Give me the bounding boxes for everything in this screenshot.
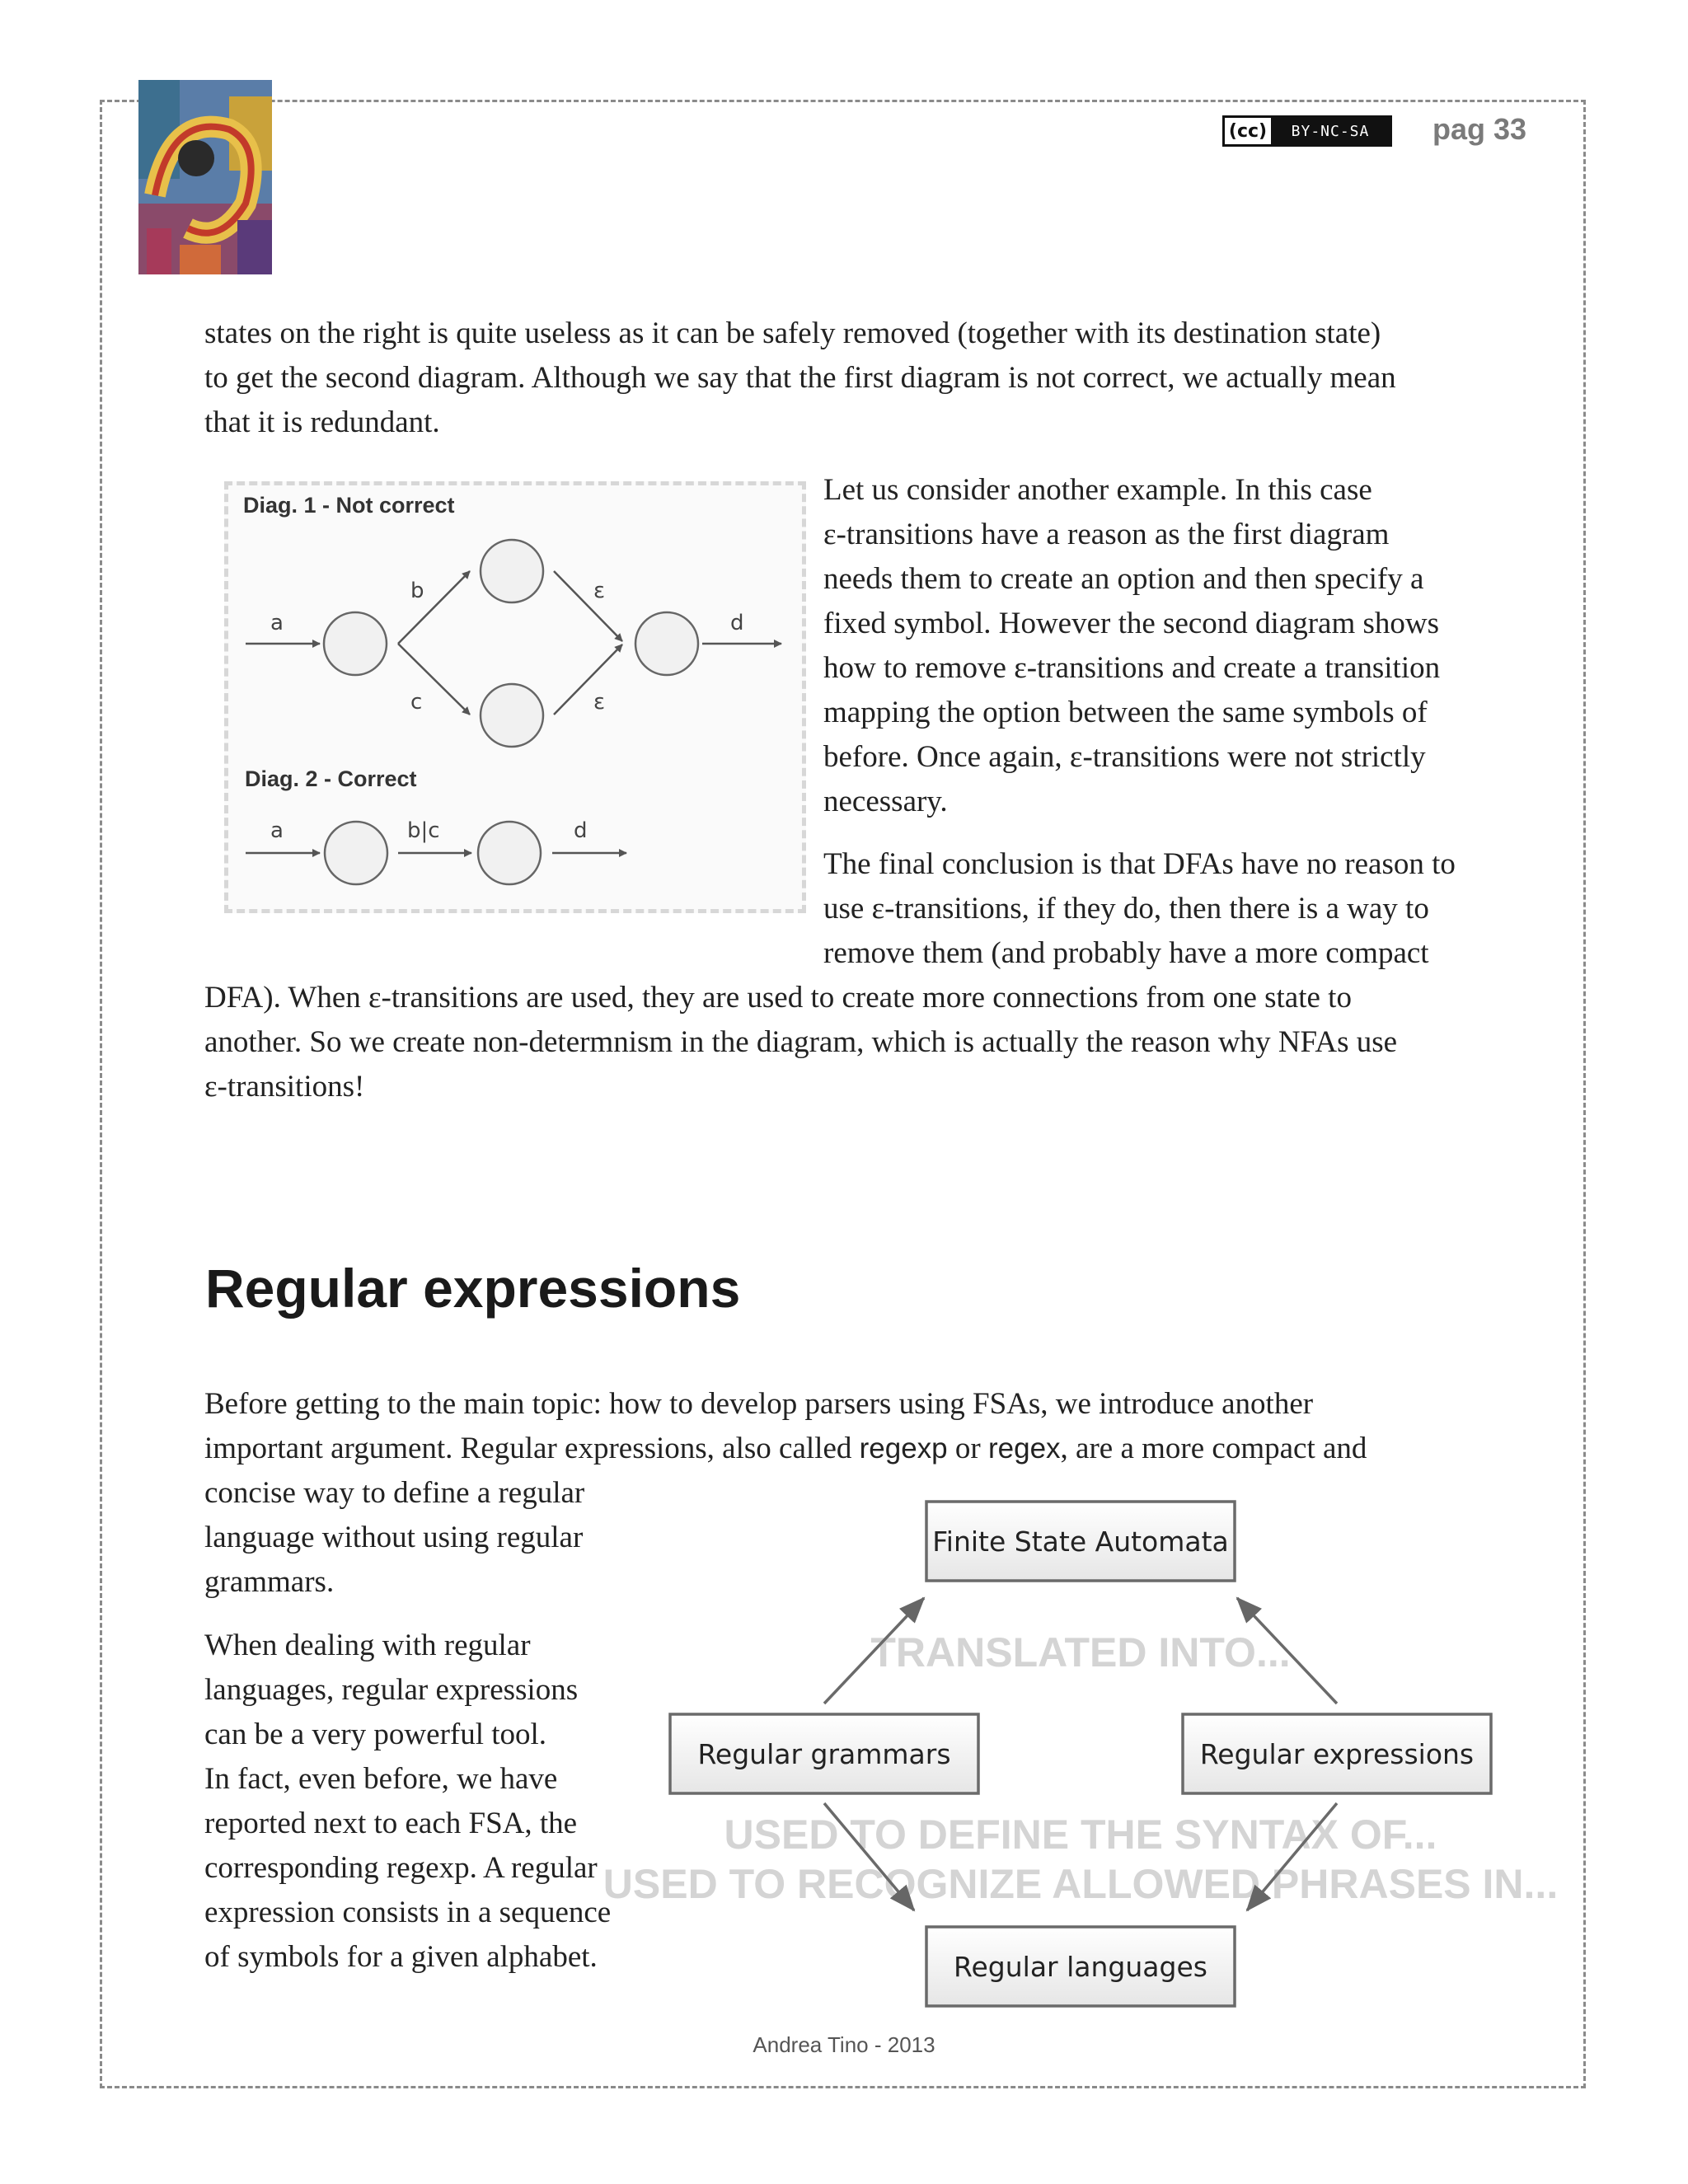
label-a2: a xyxy=(270,818,284,843)
text-line: corresponding regexp. A regular xyxy=(204,1851,598,1885)
watermark-recognize: USED TO RECOGNIZE ALLOWED PHRASES IN... xyxy=(603,1861,1559,1907)
page-number: pag 33 xyxy=(1432,112,1527,146)
text-line: use ε-transitions, if they do, then there is a way to xyxy=(823,892,1429,926)
text-line: Before getting to the main topic: how to develop parsers using FSAs, we introduce another xyxy=(204,1387,1314,1421)
text-line: necessary. xyxy=(823,785,948,818)
label-d: d xyxy=(730,611,744,635)
cc-icon: (cc) xyxy=(1228,120,1268,142)
text-line: language without using regular xyxy=(204,1521,584,1554)
text-line: to get the second diagram. Although we say that the first diagram is not correct, we actually mean xyxy=(204,361,1396,395)
code-regexp: regexp xyxy=(859,1432,948,1465)
text-line: how to remove ε-transitions and create a transition xyxy=(823,651,1441,685)
label-d2: d xyxy=(574,818,588,843)
text-line: can be a very powerful tool. xyxy=(204,1718,547,1751)
text-line: remove them (and probably have a more compact xyxy=(823,936,1429,970)
watermark-translated: TRANSLATED INTO... xyxy=(870,1629,1291,1675)
box-bottom-label: Regular languages xyxy=(954,1951,1207,1983)
label-bc: b|c xyxy=(407,818,440,843)
label-c: c xyxy=(410,690,423,715)
text-line: languages, regular expressions xyxy=(204,1673,579,1707)
text-line: states on the right is quite useless as it can be safely removed (together with its destination state) xyxy=(204,316,1381,350)
text-fragment: important argument. Regular expressions, also called xyxy=(204,1432,860,1465)
text-line: before. Once again, ε-transitions were not strictly xyxy=(823,740,1426,774)
text-line: concise way to define a regular xyxy=(204,1476,585,1510)
text-fragment: , are a more compact and xyxy=(1060,1432,1367,1465)
text-line: another. So we create non-determnism in the diagram, which is actually the reason why NFAs use xyxy=(204,1025,1398,1059)
box-left-label: Regular grammars xyxy=(697,1738,951,1770)
code-regex: regex xyxy=(987,1432,1061,1465)
label-a: a xyxy=(270,611,284,635)
text-line: expression consists in a sequence xyxy=(204,1896,612,1929)
diagram1-title: Diag. 1 - Not correct xyxy=(243,493,455,518)
label-b: b xyxy=(410,579,424,603)
section-title: Regular expressions xyxy=(205,1258,741,1319)
text-line: reported next to each FSA, the xyxy=(204,1807,578,1840)
text-line: mapping the option between the same symbols of xyxy=(823,696,1428,729)
text-line: needs them to create an option and then specify a xyxy=(823,562,1424,596)
text-line: Let us consider another example. In this case xyxy=(823,473,1372,507)
text-line: ε-transitions have a reason as the first diagram xyxy=(823,518,1390,551)
label-eps-top: ε xyxy=(593,579,606,603)
text-line: DFA). When ε-transitions are used, they are used to create more connections from one state to xyxy=(204,981,1352,1015)
footer-author: Andrea Tino - 2013 xyxy=(753,2032,935,2057)
license-terms: BY-NC-SA xyxy=(1271,118,1390,144)
box-top-label: Finite State Automata xyxy=(932,1526,1229,1558)
text-line: grammars. xyxy=(204,1565,335,1599)
text-line: of symbols for a given alphabet. xyxy=(204,1940,598,1974)
text-line: In fact, even before, we have xyxy=(204,1762,558,1796)
diagram2-title: Diag. 2 - Correct xyxy=(245,766,417,791)
text-line: The final conclusion is that DFAs have no reason to xyxy=(823,847,1456,881)
text-line: When dealing with regular xyxy=(204,1629,531,1662)
box-right-label: Regular expressions xyxy=(1199,1738,1475,1770)
label-eps-bottom: ε xyxy=(593,690,606,715)
text-line: ε-transitions! xyxy=(204,1070,365,1104)
text-fragment: or xyxy=(947,1432,988,1465)
text-line: fixed symbol. However the second diagram shows xyxy=(823,607,1440,640)
text-line: that it is redundant. xyxy=(204,405,440,439)
watermark-syntax: USED TO DEFINE THE SYNTAX OF... xyxy=(724,1811,1437,1858)
